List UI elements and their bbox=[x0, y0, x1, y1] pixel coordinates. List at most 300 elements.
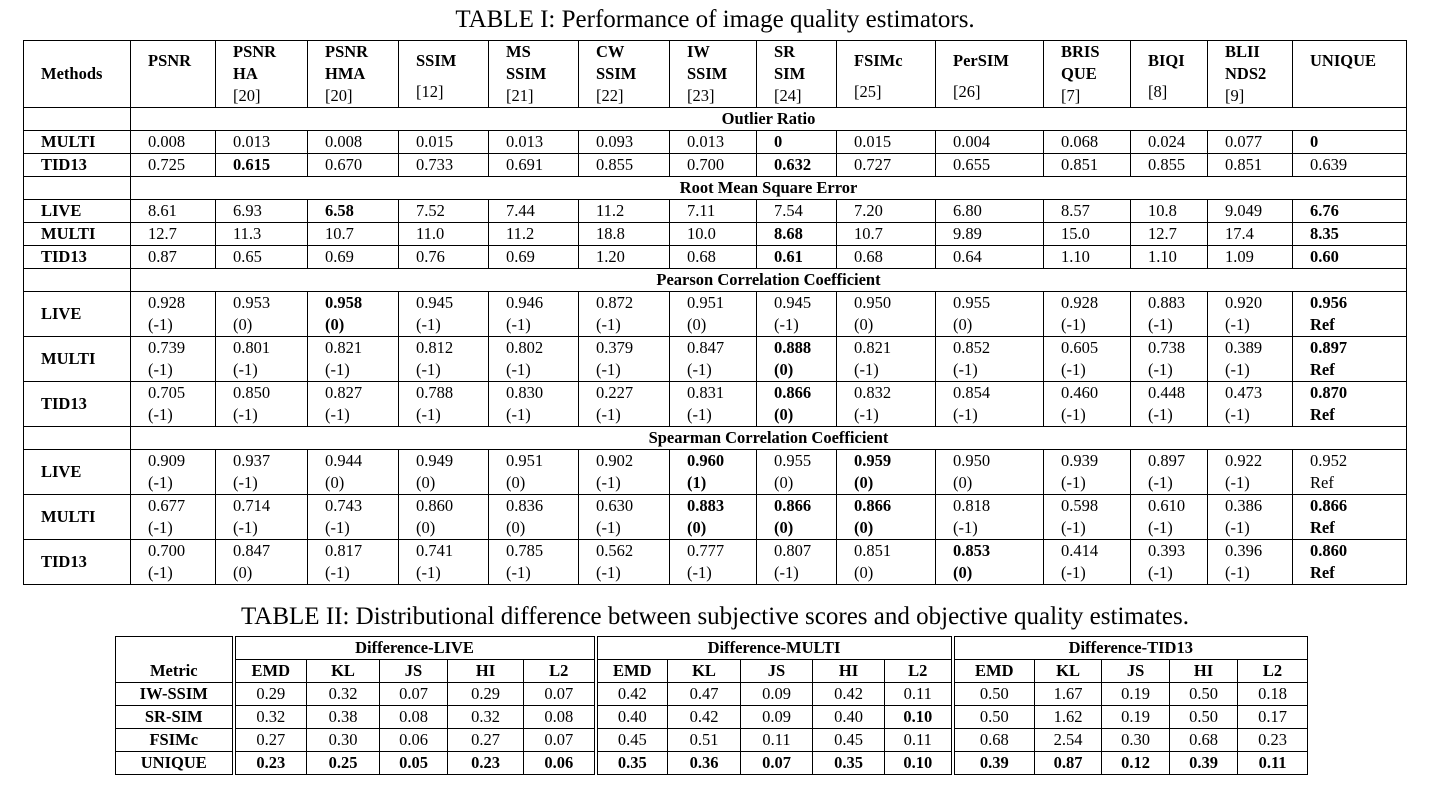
value: 6.76 bbox=[1310, 201, 1339, 220]
value-cell bbox=[1293, 246, 1407, 269]
value-cell: 0.32 bbox=[307, 683, 380, 706]
value: 0.068 bbox=[1061, 132, 1099, 151]
table-row bbox=[116, 729, 1308, 752]
rank: (-1) bbox=[1061, 563, 1086, 582]
value: 0.821 bbox=[854, 338, 892, 357]
header-ref: [25] bbox=[854, 82, 882, 101]
value: 0.866 bbox=[774, 496, 812, 515]
value-cell bbox=[757, 223, 837, 246]
value: 17.4 bbox=[1225, 224, 1254, 243]
value-cell bbox=[579, 223, 670, 246]
rank: (-1) bbox=[506, 405, 531, 424]
value-cell bbox=[399, 450, 489, 495]
value: 0.883 bbox=[1148, 293, 1186, 312]
value: 0.951 bbox=[506, 451, 544, 470]
value-cell: 0.27 bbox=[448, 729, 524, 752]
value: 0.008 bbox=[148, 132, 186, 151]
value-cell bbox=[489, 540, 579, 585]
value-cell bbox=[1293, 540, 1407, 585]
table-row bbox=[116, 683, 1308, 706]
value-cell bbox=[670, 223, 757, 246]
method-header bbox=[489, 41, 579, 108]
value: 0.386 bbox=[1225, 496, 1263, 515]
value-cell: 0.11 bbox=[1238, 752, 1308, 775]
value: 6.80 bbox=[953, 201, 982, 220]
value-cell bbox=[670, 154, 757, 177]
value-cell bbox=[757, 246, 837, 269]
rank: (-1) bbox=[1148, 473, 1173, 492]
method-header bbox=[131, 41, 216, 108]
value-cell bbox=[131, 154, 216, 177]
value-cell bbox=[1044, 223, 1131, 246]
value: 0.959 bbox=[854, 451, 892, 470]
value: 0.448 bbox=[1148, 383, 1186, 402]
rank: (0) bbox=[774, 405, 794, 424]
value-cell bbox=[1044, 292, 1131, 337]
value-cell bbox=[936, 540, 1044, 585]
method-header bbox=[1208, 41, 1293, 108]
table1-caption: TABLE I: Performance of image quality estimators. bbox=[455, 6, 975, 33]
value: 0.870 bbox=[1310, 383, 1348, 402]
value-cell bbox=[757, 154, 837, 177]
sub-header: KL bbox=[668, 660, 741, 683]
value: 0.670 bbox=[325, 155, 363, 174]
value: 0.393 bbox=[1148, 541, 1186, 560]
method-header bbox=[1044, 41, 1131, 108]
sub-header: KL bbox=[307, 660, 380, 683]
value-cell bbox=[1208, 382, 1293, 427]
value-cell bbox=[1208, 540, 1293, 585]
value-cell bbox=[1044, 382, 1131, 427]
value: 0.807 bbox=[774, 541, 812, 560]
rank: (-1) bbox=[1148, 563, 1173, 582]
table-row bbox=[24, 292, 1407, 337]
value: 0.739 bbox=[148, 338, 186, 357]
rank: (-1) bbox=[233, 360, 258, 379]
value-cell: 0.32 bbox=[448, 706, 524, 729]
value-cell bbox=[837, 200, 936, 223]
rank: (0) bbox=[506, 518, 526, 537]
value: 0.830 bbox=[506, 383, 544, 402]
value-cell bbox=[131, 450, 216, 495]
value: 0.928 bbox=[1061, 293, 1099, 312]
header-ref: [8] bbox=[1148, 82, 1168, 101]
value-cell bbox=[131, 495, 216, 540]
value-cell bbox=[1131, 382, 1208, 427]
value: 6.58 bbox=[325, 201, 354, 220]
method-name: MULTI bbox=[24, 131, 131, 154]
value-cell: 0.19 bbox=[1102, 706, 1170, 729]
value-cell bbox=[757, 200, 837, 223]
rank: (-1) bbox=[953, 360, 978, 379]
rank: (-1) bbox=[506, 315, 531, 334]
value: 0.946 bbox=[506, 293, 544, 312]
value-cell bbox=[489, 246, 579, 269]
sub-header: JS bbox=[380, 660, 448, 683]
value-cell: 0.25 bbox=[307, 752, 380, 775]
value-cell bbox=[1208, 154, 1293, 177]
value-cell: 1.62 bbox=[1035, 706, 1102, 729]
method-name: MULTI bbox=[24, 495, 131, 540]
rank: (-1) bbox=[148, 360, 173, 379]
value: 0.853 bbox=[953, 541, 991, 560]
method-header bbox=[670, 41, 757, 108]
value-cell: 0.07 bbox=[524, 729, 596, 752]
rank: Ref bbox=[1310, 563, 1335, 582]
value: 12.7 bbox=[148, 224, 177, 243]
value-cell bbox=[670, 540, 757, 585]
value-cell: 0.68 bbox=[953, 729, 1035, 752]
value-cell bbox=[837, 540, 936, 585]
value: 7.11 bbox=[687, 201, 716, 220]
value-cell: 0.07 bbox=[380, 683, 448, 706]
table-row bbox=[24, 131, 1407, 154]
rank: (-1) bbox=[416, 405, 441, 424]
rank: (-1) bbox=[1225, 518, 1250, 537]
rank: (-1) bbox=[687, 563, 712, 582]
header-line: HA bbox=[233, 64, 258, 83]
value: 0.872 bbox=[596, 293, 634, 312]
method-header bbox=[399, 41, 489, 108]
value: 0.64 bbox=[953, 247, 982, 266]
value-cell bbox=[216, 223, 308, 246]
value-cell bbox=[670, 246, 757, 269]
methods-header bbox=[24, 41, 131, 108]
value: 0.949 bbox=[416, 451, 454, 470]
value-cell bbox=[399, 292, 489, 337]
value-cell: 1.67 bbox=[1035, 683, 1102, 706]
rank: (-1) bbox=[416, 360, 441, 379]
value: 8.68 bbox=[774, 224, 803, 243]
sub-header: EMD bbox=[953, 660, 1035, 683]
value: 10.7 bbox=[325, 224, 354, 243]
value-cell bbox=[670, 131, 757, 154]
value-cell bbox=[308, 154, 399, 177]
value: 0.460 bbox=[1061, 383, 1099, 402]
value-cell bbox=[131, 540, 216, 585]
header-line: HMA bbox=[325, 64, 366, 83]
value: 0.883 bbox=[687, 496, 725, 515]
rank: (0) bbox=[687, 315, 707, 334]
header-line: MS bbox=[506, 42, 531, 61]
value-cell: 2.54 bbox=[1035, 729, 1102, 752]
value-cell bbox=[489, 337, 579, 382]
value-cell bbox=[1131, 131, 1208, 154]
value-cell: 0.39 bbox=[953, 752, 1035, 775]
method-header bbox=[757, 41, 837, 108]
rank: (-1) bbox=[1225, 360, 1250, 379]
value-cell bbox=[1208, 246, 1293, 269]
metric-name: UNIQUE bbox=[116, 752, 234, 775]
value: 0.847 bbox=[233, 541, 271, 560]
value-cell: 0.38 bbox=[307, 706, 380, 729]
value: 0.004 bbox=[953, 132, 991, 151]
rank: (0) bbox=[774, 360, 794, 379]
value-cell: 0.36 bbox=[668, 752, 741, 775]
header-ref: [21] bbox=[506, 86, 534, 105]
table-row bbox=[24, 154, 1407, 177]
value: 0.939 bbox=[1061, 451, 1099, 470]
value: 0.955 bbox=[953, 293, 991, 312]
value: 0.777 bbox=[687, 541, 725, 560]
value-cell bbox=[131, 131, 216, 154]
header-line: BRIS bbox=[1061, 42, 1100, 61]
value-cell bbox=[1131, 292, 1208, 337]
value: 0.897 bbox=[1310, 338, 1348, 357]
sub-header: JS bbox=[741, 660, 813, 683]
value-cell: 0.30 bbox=[307, 729, 380, 752]
value-cell bbox=[579, 337, 670, 382]
value-cell bbox=[131, 337, 216, 382]
value-cell bbox=[837, 495, 936, 540]
value-cell bbox=[216, 200, 308, 223]
value-cell bbox=[837, 292, 936, 337]
value: 0.951 bbox=[687, 293, 725, 312]
value-cell bbox=[837, 131, 936, 154]
rank: (-1) bbox=[953, 405, 978, 424]
value: 0.821 bbox=[325, 338, 363, 357]
value: 0.738 bbox=[1148, 338, 1186, 357]
value-cell bbox=[757, 450, 837, 495]
value-cell bbox=[757, 337, 837, 382]
method-header bbox=[936, 41, 1044, 108]
value: 1.10 bbox=[1061, 247, 1090, 266]
value-cell: 0.50 bbox=[1170, 706, 1238, 729]
value: 0.414 bbox=[1061, 541, 1099, 560]
value: 0.013 bbox=[506, 132, 544, 151]
table-row bbox=[24, 495, 1407, 540]
method-name: TID13 bbox=[24, 246, 131, 269]
header-line: SSIM bbox=[596, 64, 637, 83]
value-cell bbox=[308, 382, 399, 427]
rank: (-1) bbox=[148, 473, 173, 492]
value-cell: 0.40 bbox=[596, 706, 668, 729]
value-cell bbox=[399, 495, 489, 540]
value-cell bbox=[757, 382, 837, 427]
value-cell bbox=[489, 450, 579, 495]
rank: (-1) bbox=[596, 405, 621, 424]
value-cell bbox=[216, 131, 308, 154]
value-cell: 0.11 bbox=[885, 729, 953, 752]
value: 7.20 bbox=[854, 201, 883, 220]
value-cell bbox=[837, 154, 936, 177]
header-ref: [22] bbox=[596, 86, 624, 105]
rank: (0) bbox=[506, 473, 526, 492]
value-cell bbox=[399, 382, 489, 427]
rank: (0) bbox=[325, 315, 345, 334]
value-cell bbox=[399, 200, 489, 223]
value: 0.013 bbox=[233, 132, 271, 151]
value-cell bbox=[1131, 540, 1208, 585]
rank: (-1) bbox=[774, 315, 799, 334]
value-cell bbox=[308, 246, 399, 269]
value-cell bbox=[131, 200, 216, 223]
value-cell bbox=[1208, 337, 1293, 382]
value: 7.54 bbox=[774, 201, 803, 220]
value-cell: 0.51 bbox=[668, 729, 741, 752]
value-cell: 0.06 bbox=[524, 752, 596, 775]
value-cell bbox=[489, 495, 579, 540]
section-blank bbox=[24, 108, 131, 131]
rank: (-1) bbox=[1148, 360, 1173, 379]
section-row bbox=[24, 427, 1407, 450]
table-row bbox=[24, 223, 1407, 246]
value-cell bbox=[216, 495, 308, 540]
value: 0.958 bbox=[325, 293, 363, 312]
value-cell: 0.10 bbox=[885, 706, 953, 729]
section-blank bbox=[24, 427, 131, 450]
value: 0.68 bbox=[687, 247, 716, 266]
value-cell bbox=[1208, 292, 1293, 337]
rank: (0) bbox=[953, 315, 973, 334]
value-cell bbox=[216, 246, 308, 269]
rank: (-1) bbox=[854, 405, 879, 424]
rank: (-1) bbox=[596, 473, 621, 492]
value: 0.960 bbox=[687, 451, 725, 470]
value-cell: 0.45 bbox=[813, 729, 885, 752]
value: 0.733 bbox=[416, 155, 454, 174]
header-ref: [24] bbox=[774, 86, 802, 105]
value: 18.8 bbox=[596, 224, 625, 243]
method-name: MULTI bbox=[24, 223, 131, 246]
value: 0.69 bbox=[325, 247, 354, 266]
rank: (-1) bbox=[148, 315, 173, 334]
value-cell bbox=[670, 337, 757, 382]
value-cell bbox=[1131, 154, 1208, 177]
value-cell bbox=[308, 292, 399, 337]
value-cell bbox=[216, 450, 308, 495]
value-cell bbox=[216, 154, 308, 177]
rank: (-1) bbox=[596, 360, 621, 379]
rank: (0) bbox=[953, 563, 973, 582]
value-cell: 0.07 bbox=[741, 752, 813, 775]
value-cell bbox=[670, 450, 757, 495]
method-header bbox=[579, 41, 670, 108]
value: 15.0 bbox=[1061, 224, 1090, 243]
value-cell bbox=[1044, 540, 1131, 585]
header-line: PerSIM bbox=[953, 51, 1009, 70]
value-cell bbox=[308, 200, 399, 223]
table-row bbox=[24, 450, 1407, 495]
method-name: TID13 bbox=[24, 540, 131, 585]
value-cell bbox=[670, 382, 757, 427]
value: 0.831 bbox=[687, 383, 725, 402]
value-cell bbox=[579, 246, 670, 269]
rank: (-1) bbox=[1148, 518, 1173, 537]
method-header bbox=[1293, 41, 1407, 108]
sub-header: KL bbox=[1035, 660, 1102, 683]
value-cell: 0.50 bbox=[953, 683, 1035, 706]
value-cell bbox=[670, 200, 757, 223]
value-cell bbox=[757, 131, 837, 154]
rank: Ref bbox=[1310, 405, 1335, 424]
value: 0.801 bbox=[233, 338, 271, 357]
value: 0.677 bbox=[148, 496, 186, 515]
value: 10.8 bbox=[1148, 201, 1177, 220]
value-cell: 0.05 bbox=[380, 752, 448, 775]
value: 0.013 bbox=[687, 132, 725, 151]
value-cell bbox=[936, 292, 1044, 337]
value-cell bbox=[399, 223, 489, 246]
value: 0.851 bbox=[1061, 155, 1099, 174]
value-cell: 0.68 bbox=[1170, 729, 1238, 752]
value-cell bbox=[936, 200, 1044, 223]
value: 0.897 bbox=[1148, 451, 1186, 470]
value-cell bbox=[936, 246, 1044, 269]
rank: (-1) bbox=[233, 473, 258, 492]
value: 0.615 bbox=[233, 155, 271, 174]
rank: (-1) bbox=[1061, 518, 1086, 537]
value: 0.714 bbox=[233, 496, 271, 515]
table-row bbox=[24, 200, 1407, 223]
rank: Ref bbox=[1310, 360, 1335, 379]
value: 0.76 bbox=[416, 247, 445, 266]
header-line: PSNR bbox=[148, 51, 192, 70]
rank: (-1) bbox=[1061, 315, 1086, 334]
value: 9.049 bbox=[1225, 201, 1263, 220]
value-cell bbox=[308, 450, 399, 495]
value: 0.888 bbox=[774, 338, 812, 357]
value: 0.827 bbox=[325, 383, 363, 402]
value-cell bbox=[131, 223, 216, 246]
value-cell: 0.29 bbox=[234, 683, 307, 706]
table-row bbox=[116, 706, 1308, 729]
rank: (-1) bbox=[1225, 315, 1250, 334]
rank: (0) bbox=[854, 563, 874, 582]
metric-header: Metric bbox=[116, 637, 234, 683]
value-cell: 0.06 bbox=[380, 729, 448, 752]
sub-header: JS bbox=[1102, 660, 1170, 683]
rank: (-1) bbox=[774, 563, 799, 582]
group-header: Difference-TID13 bbox=[953, 637, 1308, 660]
value: 0.851 bbox=[854, 541, 892, 560]
rank: (-1) bbox=[854, 360, 879, 379]
value: 10.7 bbox=[854, 224, 883, 243]
value: 0.866 bbox=[774, 383, 812, 402]
value-cell: 0.32 bbox=[234, 706, 307, 729]
value-cell bbox=[308, 540, 399, 585]
value-cell bbox=[936, 450, 1044, 495]
value-cell: 0.29 bbox=[448, 683, 524, 706]
section-row bbox=[24, 108, 1407, 131]
value: 0.909 bbox=[148, 451, 186, 470]
value: 0.015 bbox=[416, 132, 454, 151]
value: 0.61 bbox=[774, 247, 803, 266]
value-cell bbox=[1044, 246, 1131, 269]
value: 0.945 bbox=[416, 293, 454, 312]
value: 0 bbox=[774, 132, 783, 151]
value-cell bbox=[399, 337, 489, 382]
header-line: SSIM bbox=[506, 64, 547, 83]
value: 0.379 bbox=[596, 338, 634, 357]
rank: (-1) bbox=[148, 518, 173, 537]
rank: (0) bbox=[416, 473, 436, 492]
value: 12.7 bbox=[1148, 224, 1177, 243]
method-header bbox=[837, 41, 936, 108]
value-cell: 0.45 bbox=[596, 729, 668, 752]
value-cell bbox=[1044, 200, 1131, 223]
value-cell bbox=[757, 495, 837, 540]
value: 0.741 bbox=[416, 541, 454, 560]
header-ref: [26] bbox=[953, 82, 981, 101]
value-cell: 0.08 bbox=[524, 706, 596, 729]
method-name: MULTI bbox=[24, 337, 131, 382]
value-cell: 0.11 bbox=[741, 729, 813, 752]
value: 0.950 bbox=[854, 293, 892, 312]
header-line: PSNR bbox=[325, 42, 369, 61]
sub-header: L2 bbox=[1238, 660, 1308, 683]
header-ref: [20] bbox=[233, 86, 261, 105]
